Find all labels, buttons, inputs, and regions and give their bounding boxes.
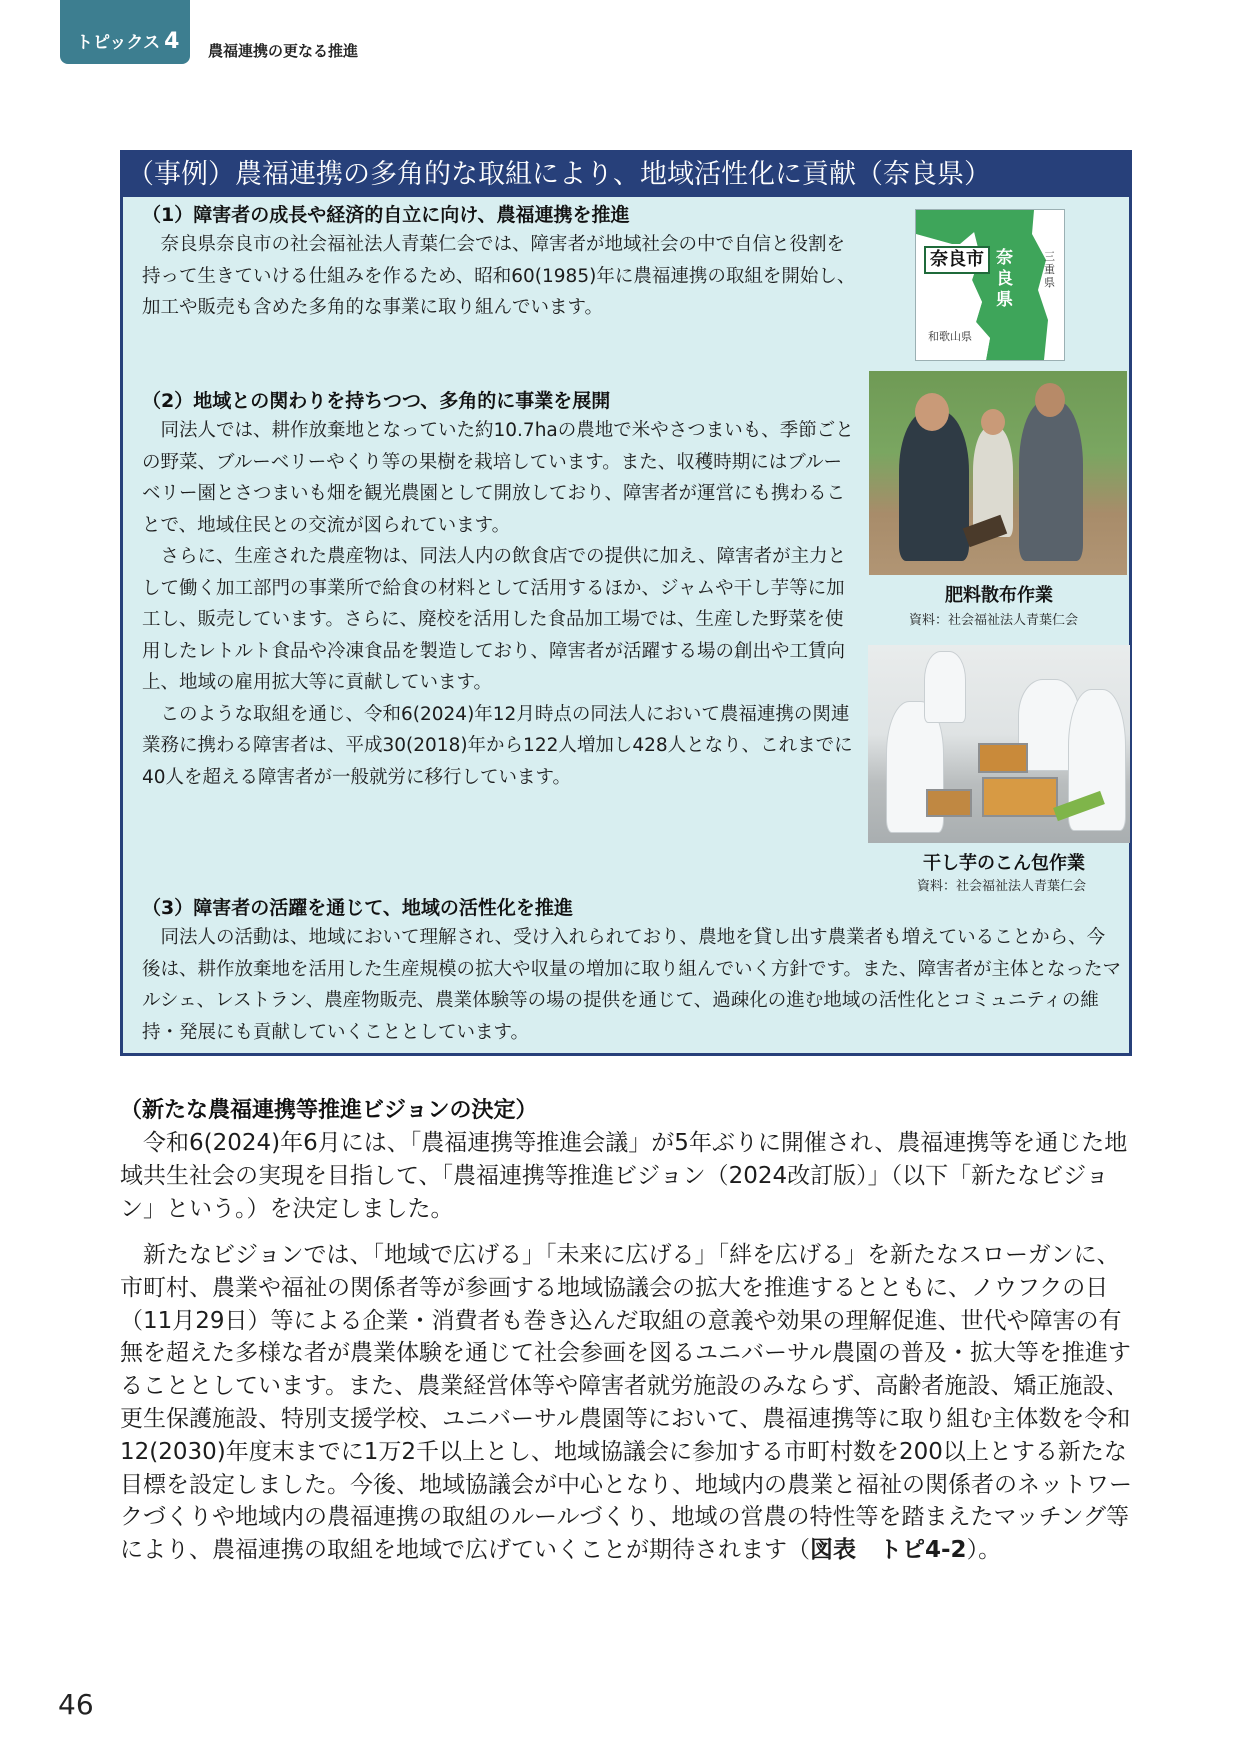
photo2-caption: 干し芋のこん包作業 xyxy=(923,853,1085,874)
case-section-title: （2）地域との関わりを持ちつつ、多角的に事業を展開 xyxy=(142,390,611,412)
case-section-title: （1）障害者の成長や経済的自立に向け、農福連携を推進 xyxy=(142,204,630,226)
case-paragraph: 同法人の活動は、地域において理解され、受け入れられており、農地を貸し出す農業者も増えていることから、今後は、耕作放棄地を活用した生産規模の拡大や収量の増加に取り組んでいく方針です。また、障害者が主体となったマルシェ、レストラン、農産物販売、農業体験等の場の提供を通じて、過疎化の進む地域の活性化とコミュニティの維持・発展にも貢献していくこととしています。 xyxy=(142,927,1122,1043)
map-neighbor-east: 三重県 xyxy=(1044,250,1055,289)
photo1-caption: 肥料散布作業 xyxy=(945,585,1053,606)
case-section-3 xyxy=(142,894,1122,1048)
map-city-label: 奈良市 xyxy=(924,246,990,274)
main-paragraph-2-end: ）。 xyxy=(966,1537,1002,1564)
map-prefecture-label: 奈良県 xyxy=(996,248,1013,310)
nara-map xyxy=(915,209,1065,361)
topic-tab-label: トピックス 4 xyxy=(76,29,180,54)
case-paragraph: さらに、生産された農産物は、同法人内の飲食店での提供に加え、障害者が主力として働く加工部門の事業所で給食の材料として活用するほか、ジャムや干し芋等に加工し、販売しています。さらに、廃校を活用した食品加工場では、生産した野菜を使用したレトルト食品や冷凍食品を製造しており、障害者が活躍する場の創出や工賃向上、地域の雇用拡大等に貢献しています。 xyxy=(142,546,847,693)
case-paragraph: 同法人では、耕作放棄地となっていた約10.7haの農地で米やさつまいも、季節ごとの野菜、ブルーベリーやくり等の果樹を栽培しています。また、収穫時期にはブルーベリー園とさつまいも畑を観光農園として開放しており、障害者が運営にも携わることで、地域住民との交流が図られています。 xyxy=(142,420,854,536)
page-number: 46 xyxy=(58,1688,94,1721)
case-paragraph: 奈良県奈良市の社会福祉法人青葉仁会では、障害者が地域社会の中で自信と役割を持って生きていける仕組みを作るため、昭和60(1985)年に農福連携の取組を開始し、加工や販売も含めた多角的な事業に取り組んでいます。 xyxy=(142,234,856,318)
case-paragraph: このような取組を通じ、令和6(2024)年12月時点の同法人において農福連携の関連業務に携わる障害者は、平成30(2018)年から122人増加し428人となり、これまでに40人を超える障害者が一般就労に移行しています。 xyxy=(142,703,853,788)
topic-number: 4 xyxy=(164,29,180,54)
case-study-box xyxy=(120,150,1132,1056)
case-section-2 xyxy=(142,387,860,793)
figure-reference: 図表 トピ4-2 xyxy=(810,1537,967,1564)
photo2-source: 資料：社会福祉法人青葉仁会 xyxy=(917,879,1087,894)
photo-dried-potato-packing xyxy=(868,645,1130,843)
photo-fertilizer-spreading xyxy=(869,371,1127,575)
main-heading: （新たな農福連携等推進ビジョンの決定） xyxy=(120,1098,538,1123)
topic-tab xyxy=(60,0,190,64)
case-heading: （事例）農福連携の多角的な取組により、地域活性化に貢献（奈良県） xyxy=(123,153,1129,197)
map-neighbor-south: 和歌山県 xyxy=(928,330,972,343)
main-paragraph-2-text: 新たなビジョンでは、「地域で広げる」「未来に広げる」「絆を広げる」を新たなスローガンに、市町村、農業や福祉の関係者等が参画する地域協議会の拡大を推進するとともに、ノウフクの日（11月29日）等による企業・消費者も巻き込んだ取組の意義や効果の理解促進、世代や障害の有無を超えた多様な者が農業体験を通じて社会参画を図るユニバーサル農園の普及・拡大等を推進することとしています。また、農業経営体等や障害者就労施設のみならず、高齢者施設、矯正施設、更生保護施設、特別支援学校、ユニバーサル農園等において、農福連携等に取り組む主体数を令和12(2030)年度末までに1万2千以上とし、地域協議会に参加する市町村数を200以上とする新たな目標を設定しました。今後、地域協議会が中心となり、地域内の農業と福祉の関係者のネットワークづくりや地域内の農福連携の取組のルールづくり、地域の営農の特性等を踏まえたマッチング等により、農福連携の取組を地域で広げていくことが期待されます（ xyxy=(120,1242,1132,1564)
section-title: 農福連携の更なる推進 xyxy=(208,42,359,60)
photo1-source: 資料：社会福祉法人青葉仁会 xyxy=(909,613,1079,628)
main-paragraph-2 xyxy=(120,1239,1136,1567)
case-section-title: （3）障害者の活躍を通じて、地域の活性化を推進 xyxy=(142,897,573,919)
main-paragraph-1: 令和6(2024)年6月には、「農福連携等推進会議」が5年ぶりに開催され、農福連携等を通じた地域共生社会の実現を目指して、「農福連携等推進ビジョン（2024改訂版）」（以下「新たなビジョン」という。）を決定しました。 xyxy=(120,1130,1128,1222)
case-section-1 xyxy=(142,201,860,324)
